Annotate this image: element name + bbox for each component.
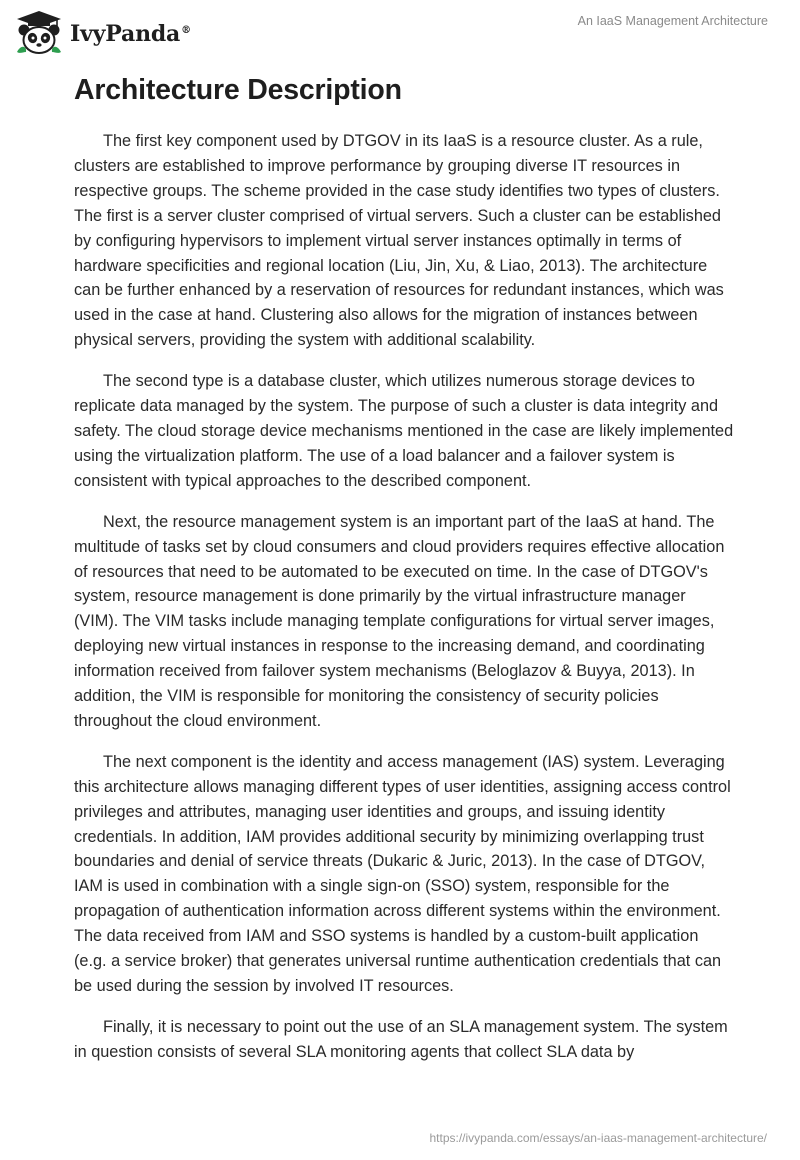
paragraph-5: Finally, it is necessary to point out the use of an SLA management system. The system in question consists of several SLA monitoring agents that collect SLA data by <box>74 1017 728 1061</box>
paragraph-4: The next component is the identity and access management (IAS) system. Leveraging this architecture allows managing different types of user identities, assigning access control privileges and attributes, managing user identities and groups, and issuing identity credentials. In addition, IAM provides additional security by minimizing overlapping trust boundaries and denial of service threats (Dukaric & Juric, 2013). In the case of DTGOV, IAM is used in combination with a single sign-on (SSO) system, responsible for the propagation of authentication information across different systems within the environment. The data received from IAM and SSO systems is handled by a custom-built application (e.g. a service broker) that generates universal runtime authentication credentials that can be used during the session by involved IT resources. <box>74 752 731 995</box>
source-url[interactable]: https://ivypanda.com/essays/an-iaas-management-architecture/ <box>429 1131 767 1145</box>
page-header <box>0 0 800 60</box>
paragraph-3: Next, the resource management system is an important part of the IaaS at hand. The multitude of tasks set by cloud consumers and cloud providers requires effective allocation of resources that need to be automated to be executed on time. In the case of DTGOV's system, resource management is done primarily by the virtual infrastructure manager (VIM). The VIM tasks include managing template configurations for virtual server images, deploying new virtual instances in response to the increasing demand, and coordinating information received from failover system mechanisms (Beloglazov & Buyya, 2013). In addition, the VIM is responsible for monitoring the consistency of security policies throughout the cloud environment. <box>74 512 725 730</box>
document-title: An IaaS Management Architecture <box>577 14 768 28</box>
section-heading: Architecture Description <box>74 74 402 106</box>
ivypanda-logo[interactable] <box>14 8 191 58</box>
paragraph-1: The first key component used by DTGOV in its IaaS is a resource cluster. As a rule, clusters are established to improve performance by grouping diverse IT resources in respective groups. The scheme provided in the case study identifies two types of clusters. The first is a server cluster comprised of virtual servers. Such a cluster can be established by configuring hypervisors to implement virtual server instances optimally in terms of hardware specificities and regional location (Liu, Jin, Xu, & Liao, 2013). The architecture can be further enhanced by a reservation of resources for redundant instances, which was used in the case at hand. Clustering also allows for the migration of instances between physical servers, providing the system with additional scalability. <box>74 132 724 350</box>
panda-graduate-icon <box>14 8 64 58</box>
article-body <box>74 70 734 1081</box>
paragraph-2: The second type is a database cluster, which utilizes numerous storage devices to replicate data managed by the system. The purpose of such a cluster is data integrity and safety. The cloud storage device mechanisms mentioned in the case are likely implemented using the virtualization platform. The use of a load balancer and a failover system is consistent with typical approaches to the described component. <box>74 372 734 490</box>
brand-name: IvyPanda® <box>70 21 191 47</box>
registered-mark: ® <box>181 24 191 36</box>
